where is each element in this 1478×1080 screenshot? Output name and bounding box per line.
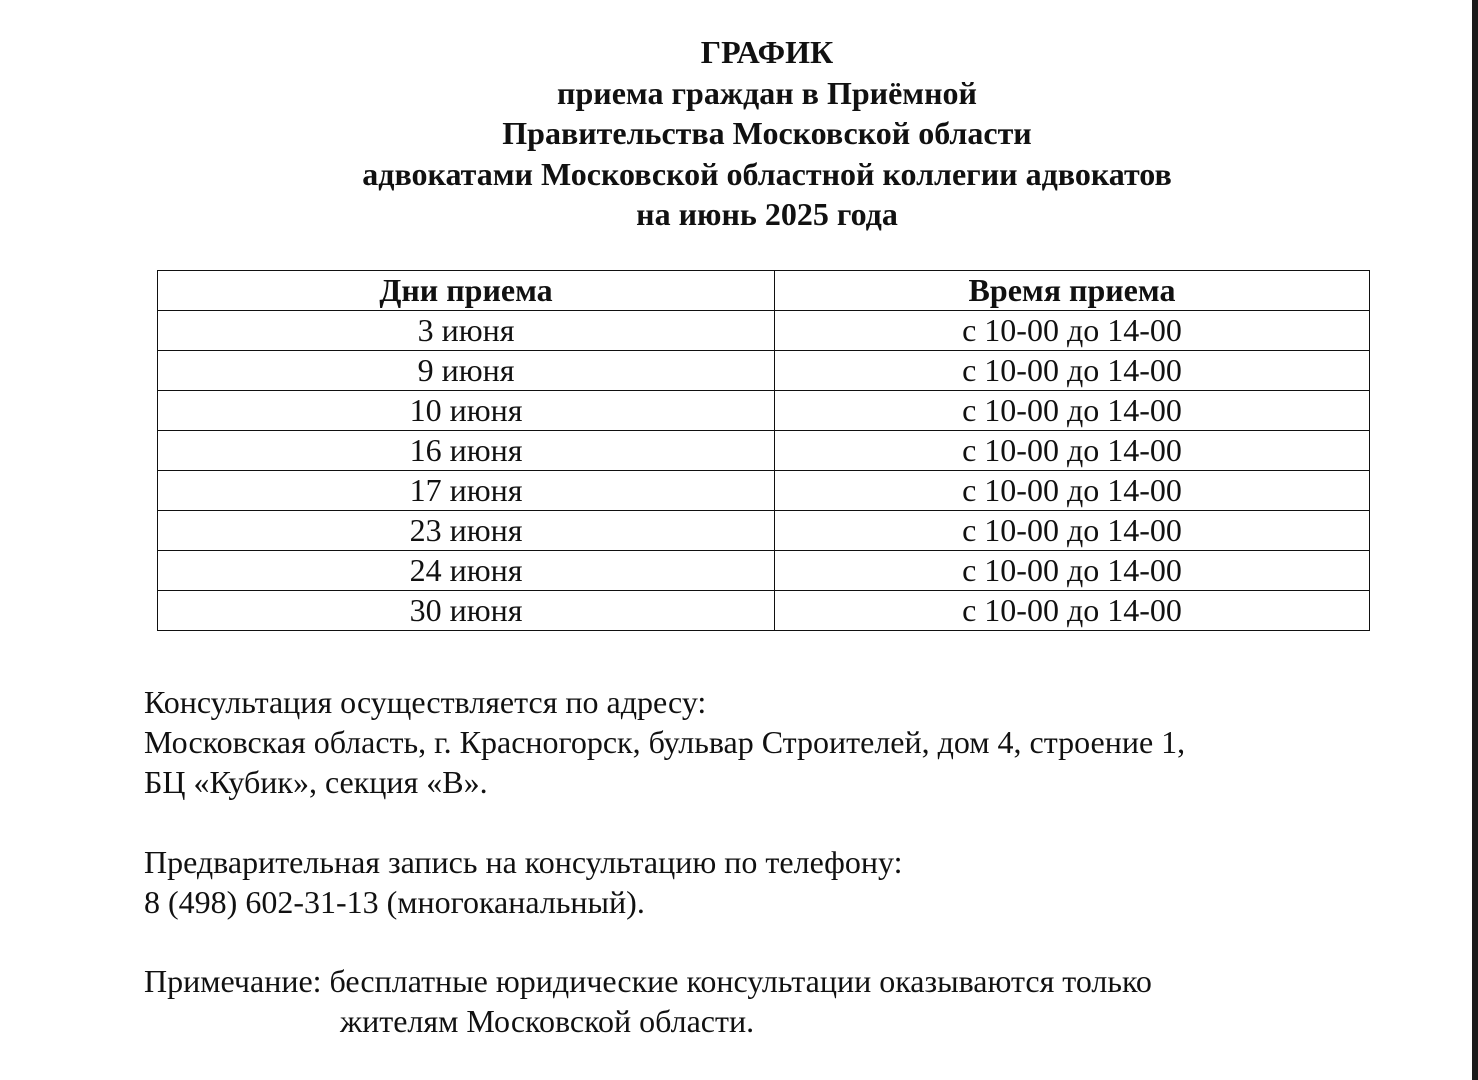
title-line-1: ГРАФИК: [700, 34, 834, 70]
row-time: с 10-00 до 14-00: [775, 431, 1370, 471]
table-row: [158, 591, 1370, 631]
row-day: 16 июня: [158, 431, 775, 471]
table-row: [158, 551, 1370, 591]
phone-label: Предварительная запись на консультацию по телефону:: [144, 844, 903, 880]
phone-section: [144, 842, 902, 922]
row-time: с 10-00 до 14-00: [775, 471, 1370, 511]
phone-number: 8 (498) 602-31-13 (многоканальный).: [144, 884, 645, 920]
title-line-5: на июнь 2025 года: [636, 196, 898, 232]
address-line-2: БЦ «Кубик», секция «В».: [144, 764, 488, 800]
row-time: с 10-00 до 14-00: [775, 391, 1370, 431]
row-day: 17 июня: [158, 471, 775, 511]
schedule-table: [157, 270, 1370, 631]
row-time: с 10-00 до 14-00: [775, 551, 1370, 591]
document-title: [0, 32, 1478, 235]
row-day: 23 июня: [158, 511, 775, 551]
table-header-row: [158, 271, 1370, 311]
table-row: [158, 471, 1370, 511]
row-time: с 10-00 до 14-00: [775, 351, 1370, 391]
row-day: 3 июня: [158, 311, 775, 351]
title-line-3: Правительства Московской области: [502, 115, 1032, 151]
title-line-4: адвокатами Московской областной коллегии адвокатов: [362, 155, 1172, 192]
header-days: Дни приема: [158, 271, 775, 311]
address-label: Консультация осуществляется по адресу:: [144, 684, 707, 720]
row-time: с 10-00 до 14-00: [775, 311, 1370, 351]
row-day: 9 июня: [158, 351, 775, 391]
table-row: [158, 311, 1370, 351]
address-line-1: Московская область, г. Красногорск, бульвар Строителей, дом 4, строение 1,: [144, 724, 1186, 760]
table-row: [158, 511, 1370, 551]
title-line-2: приема граждан в Приёмной: [557, 74, 977, 111]
row-day: 24 июня: [158, 551, 775, 591]
note-line-2: жителям Московской области.: [340, 1003, 755, 1039]
note-line-1: Примечание: бесплатные юридические консультации оказываются только: [144, 963, 1152, 999]
table-row: [158, 431, 1370, 471]
row-day: 30 июня: [158, 591, 775, 631]
address-section: [144, 682, 1185, 802]
row-day: 10 июня: [158, 391, 775, 431]
table-row: [158, 391, 1370, 431]
row-time: с 10-00 до 14-00: [775, 511, 1370, 551]
header-time: Время приема: [775, 271, 1370, 311]
table-row: [158, 351, 1370, 391]
note-section: [144, 961, 1152, 1041]
row-time: с 10-00 до 14-00: [775, 591, 1370, 631]
